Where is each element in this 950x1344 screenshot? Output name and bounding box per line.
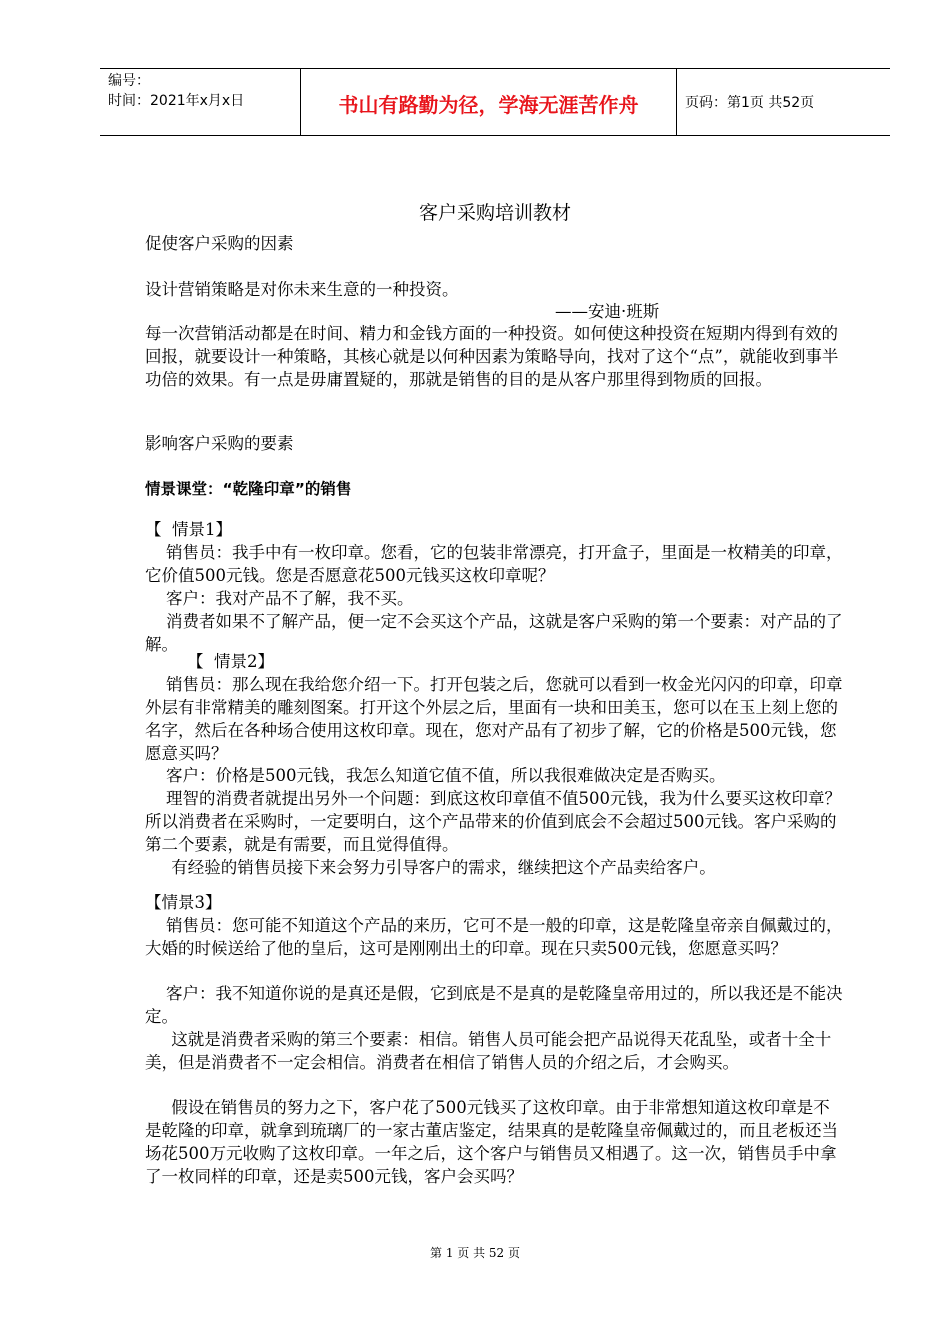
paragraph-s2-transition: 有经验的销售员接下来会努力引导客户的需求，继续把这个产品卖给客户。 xyxy=(145,858,716,877)
header-meta-cell xyxy=(100,69,301,135)
document-title: 客户采购培训教材 xyxy=(418,202,571,224)
scenario-1-label: 【 情景1】 xyxy=(145,520,232,539)
paragraph-s3-sales: 销售员：您可能不知道这个产品的来历，它可不是一般的印章，这是乾隆皇帝亲自佩戴过的，大婚的时候送给了他的皇后，这可是刚刚出土的印章。现在只卖500元钱，您愿意买吗？ xyxy=(145,916,843,958)
header-page-info: 页码：第1页 共52页 xyxy=(685,95,815,111)
scenario-2-label: 【 情景2】 xyxy=(145,652,274,671)
paragraph-s3-story: 假设在销售员的努力之下，客户花了500元钱买了这枚印章。由于非常想知道这枚印章是不是乾隆的印章，就拿到琉璃厂的一家古董店鉴定，结果真的是乾隆皇帝佩戴过的，而且老板还当场花500万元收购了这枚印章。一年之后，这个客户与销售员又相遇了。这一次，销售员手中拿了一枚同样的印章，还是卖500元钱，客户会买吗？ xyxy=(145,1098,838,1186)
document-number-label: 编号： xyxy=(108,73,150,89)
header-motto: 书山有路勤为径，学海无涯苦作舟 xyxy=(338,92,639,117)
header-table xyxy=(100,68,890,136)
paragraph-s1-note: 消费者如果不了解产品，便一定不会买这个产品，这就是客户采购的第一个要素：对产品的了解。 xyxy=(145,612,843,654)
section-heading-factors: 促使客户采购的因素 xyxy=(145,234,294,253)
document-time-label: 时间：2021年x月x日 xyxy=(108,93,245,109)
paragraph-s2-note: 理智的消费者就提出另外一个问题：到底这枚印章值不值500元钱，我为什么要买这枚印章？所以消费者在采购时，一定要明白，这个产品带来的价值到底会不会超过500元钱。客户采购的第二个要素，就是有需要，而且觉得值得。 xyxy=(145,789,841,854)
paragraph-s3-note: 这就是消费者采购的第三个要素：相信。销售人员可能会把产品说得天花乱坠，或者十全十美，但是消费者不一定会相信。消费者在相信了销售人员的介绍之后，才会购买。 xyxy=(145,1030,832,1072)
paragraph-s1-client: 客户：我对产品不了解，我不买。 xyxy=(145,589,414,608)
paragraph-s2-sales: 销售员：那么现在我给您介绍一下。打开包装之后，您就可以看到一枚金光闪闪的印章，印章外层有非常精美的雕刻图案。打开这个外层之后，里面有一块和田美玉，您可以在玉上刻上您的名字，然后在各种场合使用这枚印章。现在，您对产品有了初步了解，它的价格是500元钱，您愿意买吗？ xyxy=(145,675,843,763)
scenario-3-label: 【情景3】 xyxy=(145,893,222,912)
header-page-cell xyxy=(677,69,890,135)
page-footer: 第 1 页 共 52 页 xyxy=(430,1246,520,1260)
section-heading-elements: 影响客户采购的要素 xyxy=(145,434,294,453)
quote-text: 设计营销策略是对你未来生意的一种投资。 xyxy=(145,280,459,299)
section-heading-scenario: 情景课堂：“乾隆印章”的销售 xyxy=(145,480,352,498)
paragraph-s1-sales: 销售员：我手中有一枚印章。您看，它的包装非常漂亮，打开盒子，里面是一枚精美的印章，它价值500元钱。您是否愿意花500元钱买这枚印章呢？ xyxy=(145,543,843,585)
paragraph-s2-client: 客户：价格是500元钱，我怎么知道它值不值，所以我很难做决定是否购买。 xyxy=(145,766,726,785)
paragraph-s3-client: 客户：我不知道你说的是真还是假，它到底是不是真的是乾隆皇帝用过的，所以我还是不能决定。 xyxy=(145,984,843,1026)
paragraph-intro: 每一次营销活动都是在时间、精力和金钱方面的一种投资。如何使这种投资在短期内得到有效的回报，就要设计一种策略，其核心就是以何种因素为策略导向，找对了这个“点”，就能收到事半功倍的效果。有一点是毋庸置疑的，那就是销售的目的是从客户那里得到物质的回报。 xyxy=(145,324,839,389)
quote-author: ——安迪·班斯 xyxy=(555,302,660,321)
header-motto-cell xyxy=(301,69,677,135)
